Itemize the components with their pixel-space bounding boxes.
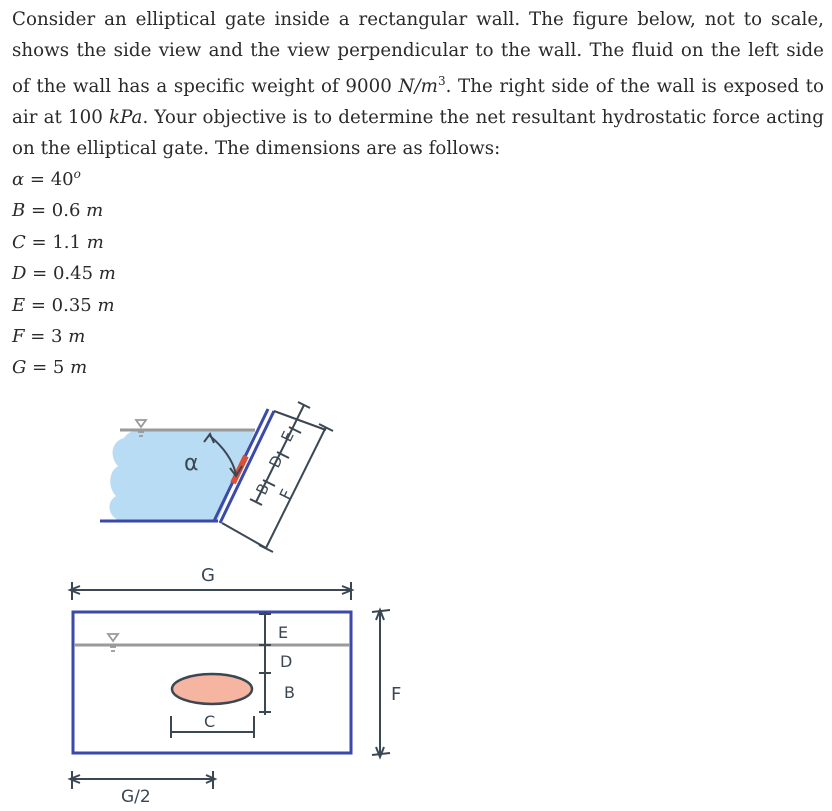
parameter-equals: = xyxy=(24,169,51,190)
parameter-symbol: F xyxy=(12,326,25,348)
label-G: G xyxy=(201,565,215,586)
parameter-value: 3 xyxy=(51,326,63,348)
parameter-equals: = xyxy=(25,294,52,316)
parameter-unit: m xyxy=(98,263,116,285)
parameter-value: 0.35 xyxy=(51,294,92,316)
parameter-symbol: E xyxy=(12,294,26,316)
problem-text-part3: . Your objective is to determine the net resultant hydrostatic force acting on the elliptical gate. The dimensions are as follows: xyxy=(12,107,824,160)
side-label-D: D xyxy=(265,452,287,471)
parameter-symbol: α xyxy=(12,169,25,190)
problem-text-part2: . The right side of the wall is exposed to air at 100 xyxy=(12,76,824,129)
label-G-half: G/2 xyxy=(121,787,151,807)
parameter-equals: = xyxy=(24,326,52,348)
side-label-B: B xyxy=(252,480,274,498)
parameter-value: 40 xyxy=(50,169,74,190)
parameter-symbol: D xyxy=(12,263,27,285)
front-view xyxy=(70,565,401,807)
parameter-equals: = xyxy=(26,263,53,285)
problem-text-part1: Consider an elliptical gate inside a rectangular wall. The figure below, not to scale, shows the side view and the view perpendicular to the wall. The fluid on the left side of the wall has a specific weight of 9000 xyxy=(12,9,824,98)
parameter-symbol: B xyxy=(12,200,26,222)
parameter-equals: = xyxy=(26,357,53,379)
label-E: E xyxy=(278,623,289,642)
label-F: F xyxy=(391,684,402,705)
parameter-value: 0.6 xyxy=(51,200,81,222)
angle-label: α xyxy=(184,451,199,476)
parameter-value: 0.45 xyxy=(52,263,94,285)
parameter-unit: m xyxy=(70,357,88,379)
side-view xyxy=(100,402,333,552)
parameter-unit: m xyxy=(86,200,104,222)
parameter-unit: m xyxy=(68,326,86,348)
side-label-E: E xyxy=(277,428,298,445)
elliptical-gate xyxy=(172,674,252,704)
vertical-dimensions xyxy=(259,612,271,715)
label-D: D xyxy=(280,652,293,671)
parameter-unit: m xyxy=(86,231,104,253)
specific-weight-unit: N/m xyxy=(398,76,438,98)
parameter-symbol: G xyxy=(12,357,27,379)
parameter-symbol: C xyxy=(12,231,26,253)
label-B: B xyxy=(284,683,295,702)
parameter-value: 5 xyxy=(52,357,65,379)
parameter-equals: = xyxy=(25,200,52,222)
parameter-equals: = xyxy=(25,231,53,253)
parameter-value: 1.1 xyxy=(52,231,81,253)
f-dimension xyxy=(372,610,390,757)
side-label-F: F xyxy=(275,486,297,503)
pressure-unit: kPa xyxy=(109,107,143,129)
vertical-dim-labels xyxy=(278,623,295,702)
specific-weight-unit-exponent: 3 xyxy=(437,74,446,88)
label-C: C xyxy=(204,712,216,731)
parameter-unit: m xyxy=(97,294,115,316)
water-region xyxy=(109,430,255,520)
parameter-superscript: o xyxy=(73,167,81,181)
front-free-surface-symbol xyxy=(108,634,118,651)
